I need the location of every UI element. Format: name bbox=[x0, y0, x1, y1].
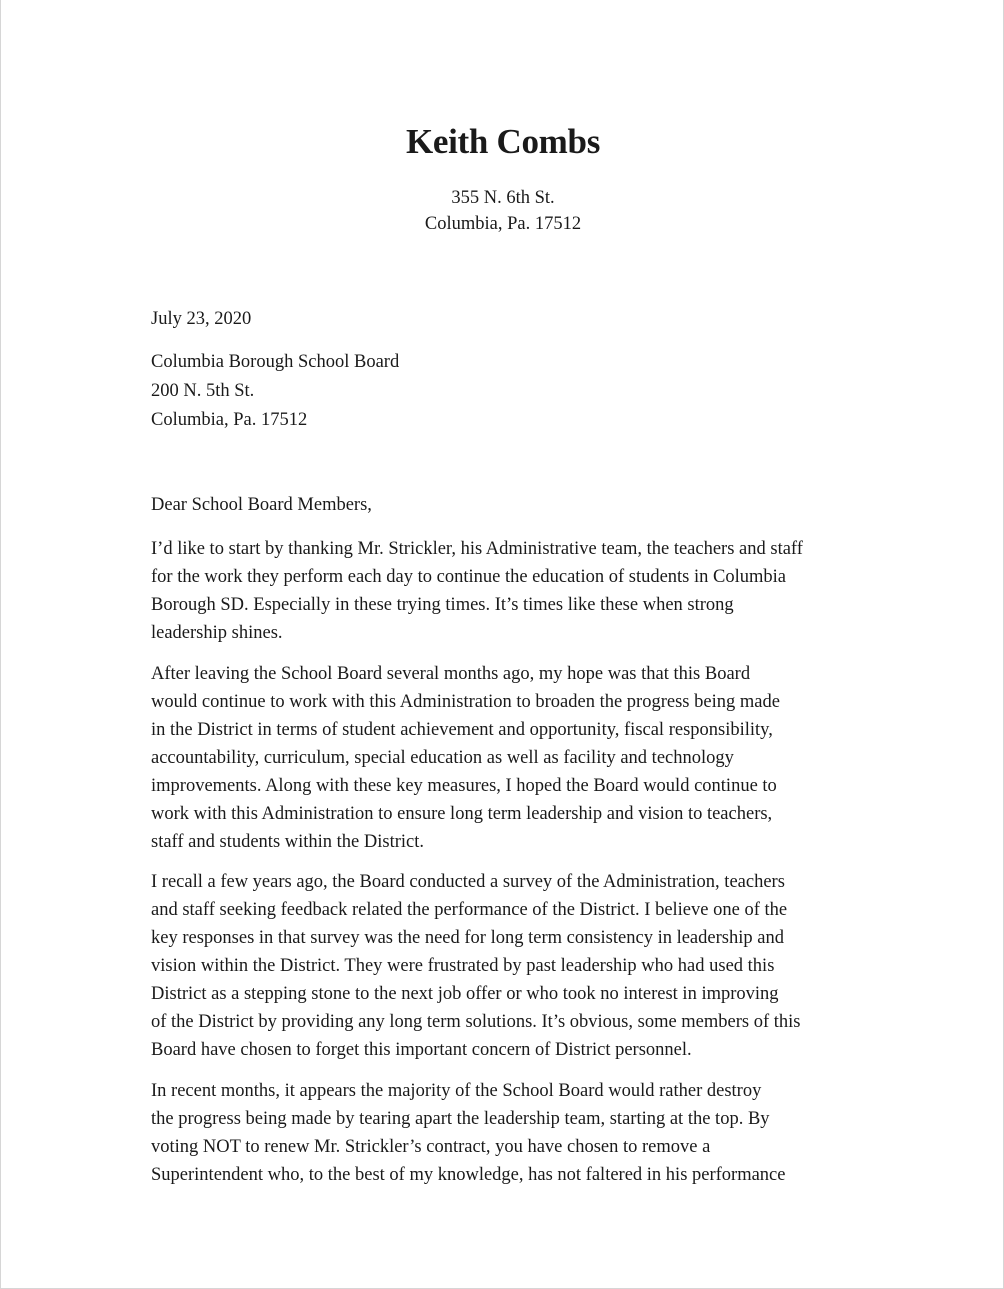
recipient-line-2: 200 N. 5th St. bbox=[151, 381, 255, 401]
sender-address-line-1: 355 N. 6th St. bbox=[451, 188, 555, 208]
salutation: Dear School Board Members, bbox=[151, 495, 372, 515]
paragraph-line: District as a stepping stone to the next job offer or who took no interest in improving bbox=[151, 984, 779, 1004]
paragraph-line: accountability, curriculum, special education as well as facility and technology bbox=[151, 747, 734, 768]
paragraph-3 bbox=[151, 868, 863, 1064]
paragraph-line: I’d like to start by thanking Mr. Strickler, his Administrative team, the teachers and staff bbox=[151, 539, 803, 559]
paragraph-2 bbox=[151, 660, 863, 856]
sender-address bbox=[1, 185, 1004, 237]
paragraph-line: work with this Administration to ensure long term leadership and vision to teachers, bbox=[151, 803, 773, 824]
paragraph-line: key responses in that survey was the need for long term consistency in leadership and bbox=[151, 928, 784, 948]
paragraph-line: In recent months, it appears the majority of the School Board would rather destroy bbox=[151, 1080, 762, 1101]
paragraph-line: would continue to work with this Administration to broaden the progress being made bbox=[151, 691, 780, 712]
sender-name: Keith Combs bbox=[405, 122, 601, 161]
paragraph-line: the progress being made by tearing apart the leadership team, starting at the top. By bbox=[151, 1108, 770, 1129]
paragraph-4 bbox=[151, 1077, 863, 1189]
paragraph-line: Borough SD. Especially in these trying times. It’s times like these when strong bbox=[151, 595, 734, 615]
paragraph-line: in the District in terms of student achievement and opportunity, fiscal responsibility, bbox=[151, 719, 773, 740]
letter-date: July 23, 2020 bbox=[151, 309, 252, 329]
letter-body bbox=[151, 535, 863, 1201]
paragraph-1 bbox=[151, 535, 863, 647]
paragraph-line: staff and students within the District. bbox=[151, 831, 425, 852]
paragraph-line: vision within the District. They were frustrated by past leadership who had used this bbox=[151, 956, 775, 976]
sender-address-line-2: Columbia, Pa. 17512 bbox=[424, 214, 582, 234]
paragraph-line: voting NOT to renew Mr. Strickler’s contract, you have chosen to remove a bbox=[151, 1136, 711, 1157]
recipient-address bbox=[151, 348, 399, 435]
paragraph-line: Board have chosen to forget this important concern of District personnel. bbox=[151, 1040, 692, 1060]
paragraph-line: I recall a few years ago, the Board conducted a survey of the Administration, teachers bbox=[151, 872, 785, 892]
paragraph-line: Superintendent who, to the best of my knowledge, has not faltered in his performance bbox=[151, 1164, 786, 1185]
paragraph-line: and staff seeking feedback related the performance of the District. I believe one of the bbox=[151, 900, 788, 920]
recipient-line-1: Columbia Borough School Board bbox=[151, 352, 400, 372]
paragraph-line: leadership shines. bbox=[151, 623, 283, 643]
paragraph-line: for the work they perform each day to continue the education of students in Columbia bbox=[151, 567, 786, 587]
recipient-line-3: Columbia, Pa. 17512 bbox=[151, 410, 308, 430]
paragraph-line: After leaving the School Board several months ago, my hope was that this Board bbox=[151, 663, 751, 684]
paragraph-line: of the District by providing any long term solutions. It’s obvious, some members of this bbox=[151, 1012, 801, 1032]
paragraph-line: improvements. Along with these key measures, I hoped the Board would continue to bbox=[151, 775, 777, 796]
